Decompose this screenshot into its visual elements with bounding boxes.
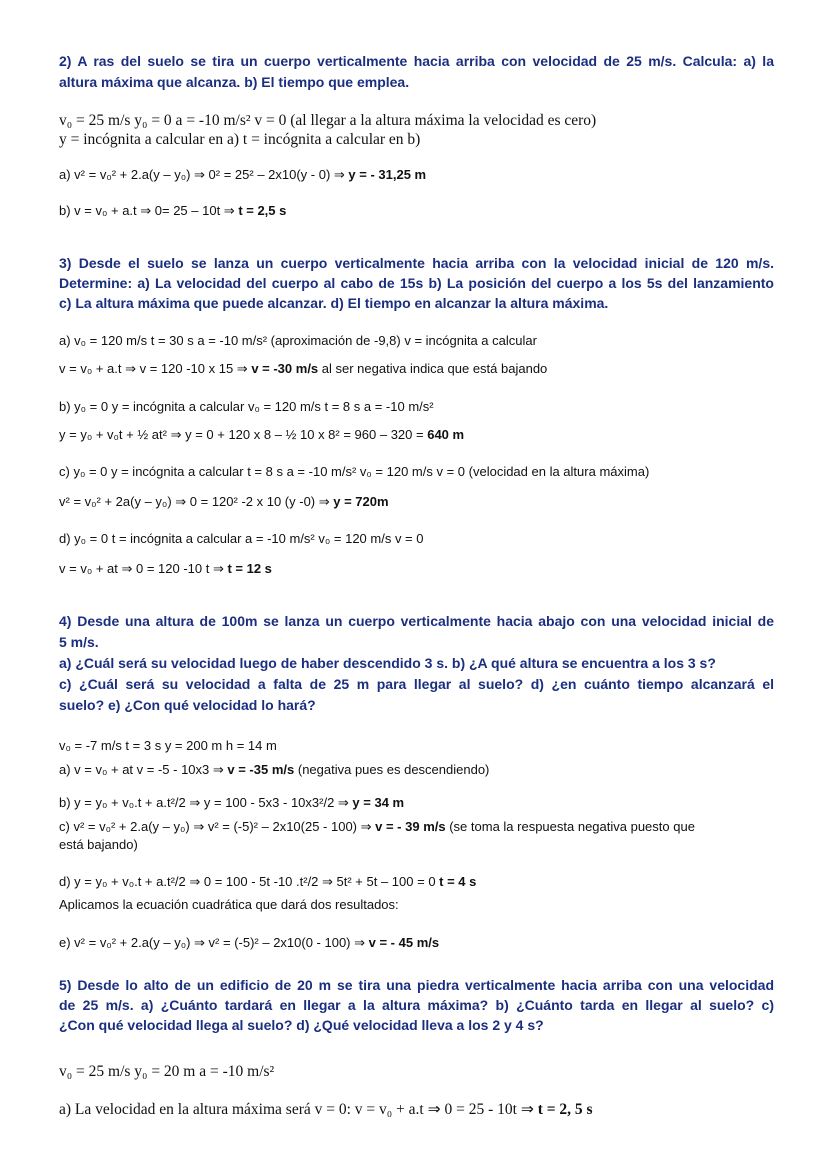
- equation: v² = v₀² + 2a(y – y₀) ⇒ 0 = 120² -2 x 10 (y -0) ⇒: [59, 494, 334, 509]
- problem-5-answer-a: [59, 1101, 593, 1118]
- result: v = - 39 m/s: [375, 819, 446, 834]
- problem-2-answer-a: [59, 166, 426, 183]
- problem-3-a-solution: [59, 360, 547, 377]
- problem-3-title-line-1: 3) Desde el suelo se lanza un cuerpo verticalmente hacia arriba con la velocidad inicial de 120 m/s.: [59, 255, 774, 271]
- problem-5-data: v₀ = 25 m/s y₀ = 20 m a = -10 m/s²: [59, 1063, 275, 1080]
- equation: v = v₀ + a.t ⇒ v = 120 -10 x 15 ⇒: [59, 361, 252, 376]
- problem-4-answer-d: [59, 873, 476, 890]
- problem-2-data-line-2: y = incógnita a calcular en a) t = incógnita a calcular en b): [59, 131, 421, 148]
- problem-2-answer-b: [59, 202, 286, 219]
- problem-3-a-data: a) v₀ = 120 m/s t = 30 s a = -10 m/s² (aproximación de -9,8) v = incógnita a calcular: [59, 333, 537, 348]
- result: 640 m: [427, 427, 465, 442]
- equation: v = v₀ + at ⇒ 0 = 120 -10 t ⇒: [59, 561, 228, 576]
- result: y = 34 m: [352, 795, 405, 810]
- note: (negativa pues es descendiendo): [294, 762, 490, 777]
- equation: b) y = y₀ + v₀.t + a.t²/2 ⇒ y = 100 - 5x3 - 10x3²/2 ⇒: [59, 795, 353, 810]
- equation: c) v² = v₀² + 2.a(y – y₀) ⇒ v² = (-5)² – 2x10(25 - 100) ⇒: [59, 819, 376, 834]
- problem-4-title-line-5: suelo? e) ¿Con qué velocidad lo hará?: [59, 697, 316, 713]
- equation: a) La velocidad en la altura máxima será v = 0: v = v₀ + a.t ⇒ 0 = 25 - 10t ⇒: [59, 1101, 538, 1118]
- result: y = 720m: [333, 494, 389, 509]
- problem-3-b-solution: [59, 426, 464, 443]
- equation: a) v = v₀ + at v = -5 - 10x3 ⇒: [59, 762, 228, 777]
- problem-3-c-solution: [59, 493, 389, 510]
- problem-3-title-line-3: c) La altura máxima que puede alcanzar. d) El tiempo en alcanzar la altura máxima.: [59, 295, 609, 311]
- problem-4-answer-c-continuation: está bajando): [59, 837, 138, 852]
- problem-2-title-line-1: 2) A ras del suelo se tira un cuerpo verticalmente hacia arriba con velocidad de 25 m/s. Calcula: a) la: [59, 53, 774, 69]
- problem-4-answer-e: [59, 934, 439, 951]
- problem-3-c-data: c) y₀ = 0 y = incógnita a calcular t = 8 s a = -10 m/s² v₀ = 120 m/s v = 0 (velocidad en la altura máxima): [59, 464, 650, 479]
- problem-4-title-line-4: c) ¿Cuál será su velocidad a falta de 25 m para llegar al suelo? d) ¿en cuánto tiempo alcanzará el: [59, 676, 774, 692]
- problem-4-title-line-1: 4) Desde una altura de 100m se lanza un cuerpo verticalmente hacia abajo con una velocidad inicial de: [59, 613, 774, 629]
- result: t = 2,5 s: [238, 203, 287, 218]
- equation: a) v² = v₀² + 2.a(y – y₀) ⇒ 0² = 25² – 2x10(y - 0) ⇒: [59, 167, 349, 182]
- problem-4-answer-c: [59, 818, 695, 835]
- problem-3-b-data: b) y₀ = 0 y = incógnita a calcular v₀ = 120 m/s t = 8 s a = -10 m/s²: [59, 399, 434, 414]
- problem-4-answer-a: [59, 761, 489, 778]
- result: v = - 45 m/s: [368, 935, 440, 950]
- problem-3-d-data: d) y₀ = 0 t = incógnita a calcular a = -10 m/s² v₀ = 120 m/s v = 0: [59, 531, 424, 546]
- equation: e) v² = v₀² + 2.a(y – y₀) ⇒ v² = (-5)² – 2x10(0 - 100) ⇒: [59, 935, 369, 950]
- result: t = 4 s: [439, 874, 477, 889]
- problem-2-data-line-1: v₀ = 25 m/s y₀ = 0 a = -10 m/s² v = 0 (al llegar a la altura máxima la velocidad es cero): [59, 112, 597, 129]
- problem-4-title-line-2: 5 m/s.: [59, 634, 99, 650]
- problem-5-title-line-3: ¿Con qué velocidad llega al suelo? d) ¿Qué velocidad lleva a los 2 y 4 s?: [59, 1017, 544, 1033]
- equation: d) y = y₀ + v₀.t + a.t²/2 ⇒ 0 = 100 - 5t -10 .t²/2 ⇒ 5t² + 5t – 100 = 0: [59, 874, 440, 889]
- result: v = -30 m/s: [251, 361, 319, 376]
- result: t = 12 s: [227, 561, 272, 576]
- problem-2-title-line-2: altura máxima que alcanza. b) El tiempo que emplea.: [59, 74, 410, 90]
- problem-4-data: v₀ = -7 m/s t = 3 s y = 200 m h = 14 m: [59, 738, 277, 753]
- result: t = 2, 5 s: [537, 1101, 593, 1118]
- problem-5-title-line-1: 5) Desde lo alto de un edificio de 20 m se tira una piedra verticalmente hacia arriba con una velocidad: [59, 977, 774, 993]
- problem-4-answer-b: [59, 794, 404, 811]
- result: y = - 31,25 m: [348, 167, 427, 182]
- problem-5-title-line-2: de 25 m/s. a) ¿Cuánto tardará en llegar a la altura máxima? b) ¿Cuánto tarda en llegar al suelo? c): [59, 997, 774, 1013]
- problem-3-d-solution: [59, 560, 272, 577]
- equation: y = y₀ + v₀t + ½ at² ⇒ y = 0 + 120 x 8 – ½ 10 x 8² = 960 – 320 =: [59, 427, 428, 442]
- equation: b) v = v₀ + a.t ⇒ 0= 25 – 10t ⇒: [59, 203, 239, 218]
- note: (se toma la respuesta negativa puesto que: [445, 819, 695, 834]
- note: al ser negativa indica que está bajando: [318, 361, 548, 376]
- problem-4-answer-d-note: Aplicamos la ecuación cuadrática que dará dos resultados:: [59, 897, 399, 912]
- problem-4-title-line-3: a) ¿Cuál será su velocidad luego de haber descendido 3 s. b) ¿A qué altura se encuentra a los 3 s?: [59, 655, 716, 671]
- result: v = -35 m/s: [227, 762, 295, 777]
- problem-3-title-line-2: Determine: a) La velocidad del cuerpo al cabo de 15s b) La posición del cuerpo a los 5s del lanzamiento: [59, 275, 774, 291]
